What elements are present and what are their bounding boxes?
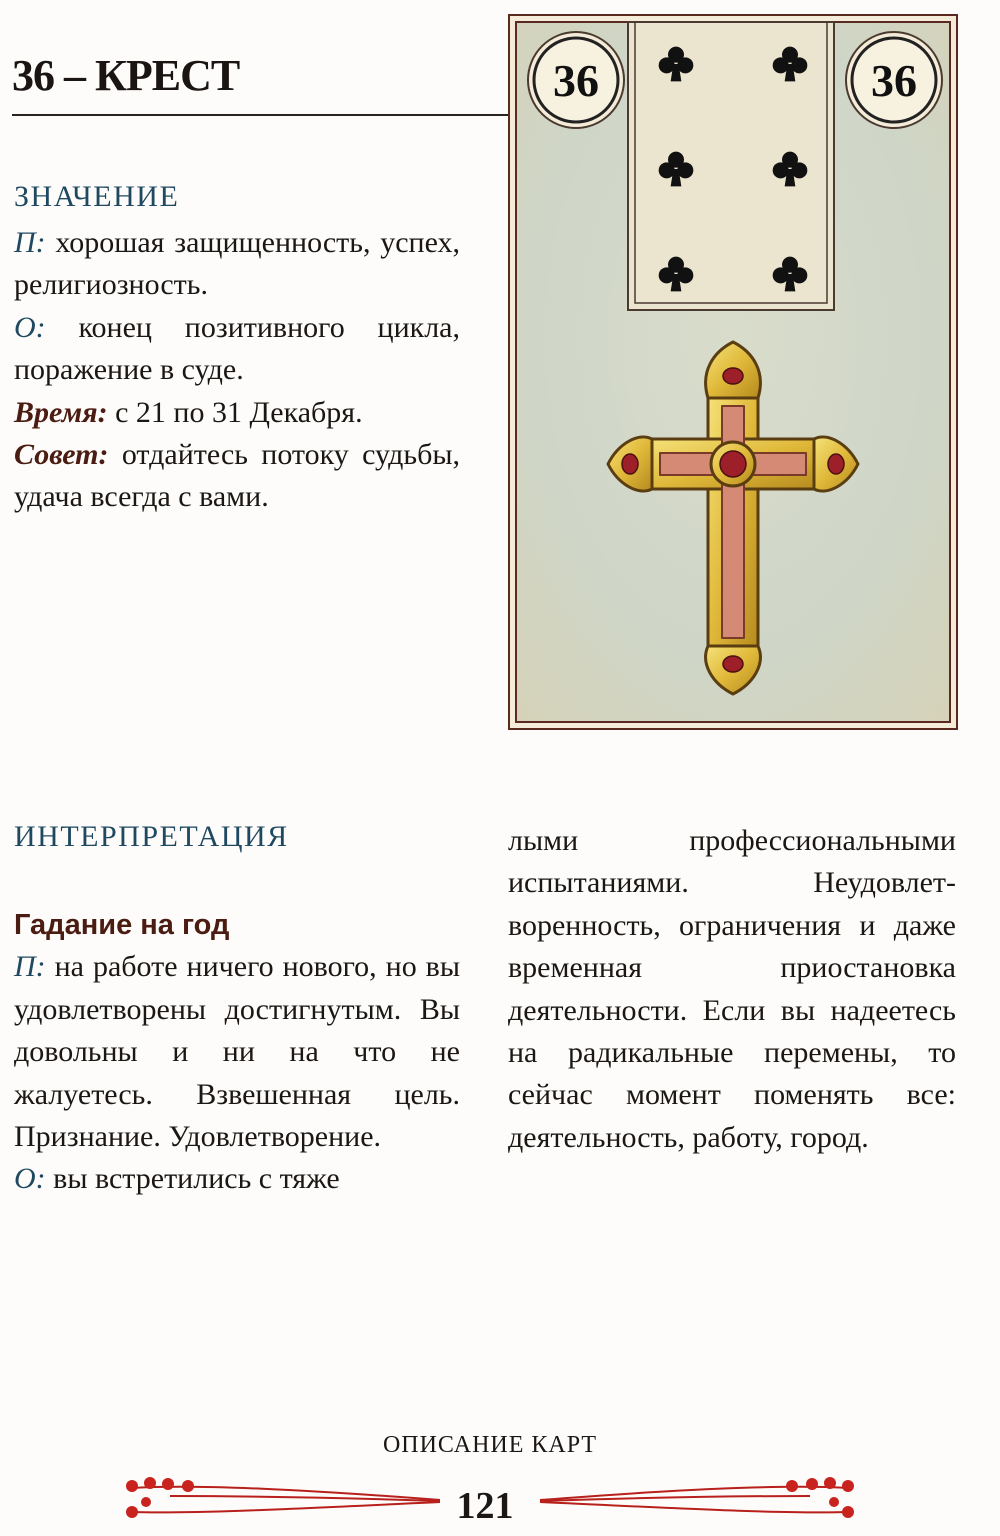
page-number: 121	[456, 1485, 514, 1527]
positive-text: на работе ничего нового, но вы удовлетворены достигнутым. Вы довольны и ни на что не жалуетесь. Взвешенная цель. Признание. Удовлетворение.	[14, 950, 460, 1154]
advice-label: Совет:	[14, 438, 109, 472]
page-title: 36 – КРЕСТ	[12, 51, 240, 100]
negative-label: О:	[14, 310, 46, 344]
footer-ornament-right	[530, 1474, 870, 1524]
meaning-text	[14, 222, 460, 519]
yearly-forecast-subheading: Гадание на год	[14, 909, 230, 941]
cross-card-illustration	[508, 14, 958, 730]
negative-text: конец позитивного цикла, поражение в суде.	[14, 310, 460, 387]
meaning-positive	[14, 222, 460, 307]
card-number-left: 36	[553, 55, 599, 106]
interpretation-negative	[14, 1158, 460, 1200]
interpretation-heading: ИНТЕРПРЕТАЦИЯ	[14, 820, 289, 853]
meaning-time	[14, 392, 460, 434]
interpretation-positive	[14, 946, 460, 1158]
footer-section-label: ОПИСАНИЕ КАРТ	[382, 1432, 598, 1458]
positive-text: хорошая защищенность, успех, религиозность.	[14, 226, 460, 302]
interpretation-col1	[14, 904, 460, 1201]
positive-label: П:	[14, 226, 46, 259]
meaning-advice	[14, 434, 460, 519]
footer-ornament-left	[110, 1474, 450, 1524]
interpretation-col2	[508, 820, 956, 1159]
time-text: с 21 по 31 Декабря.	[107, 395, 363, 429]
title-divider	[12, 114, 510, 116]
advice-text: отдайтесь потоку судьбы, удача всегда с вами.	[14, 438, 460, 514]
negative-text: вы встретились с тяже	[45, 1162, 340, 1196]
time-label: Время:	[14, 395, 108, 429]
meaning-heading: ЗНАЧЕНИЕ	[14, 180, 180, 213]
card-number-right: 36	[871, 55, 917, 106]
negative-label: О:	[14, 1162, 46, 1196]
meaning-negative	[14, 307, 460, 392]
positive-label: П:	[14, 950, 46, 984]
interpretation-continued: лыми профессиональными испытаниями. Неудовлетворенность, ограничения и даже временная приостановка деятельности. Если вы надеетесь на радикальные перемены, то сейчас момент поменять все: деятельность, работу, город.	[508, 824, 956, 1154]
